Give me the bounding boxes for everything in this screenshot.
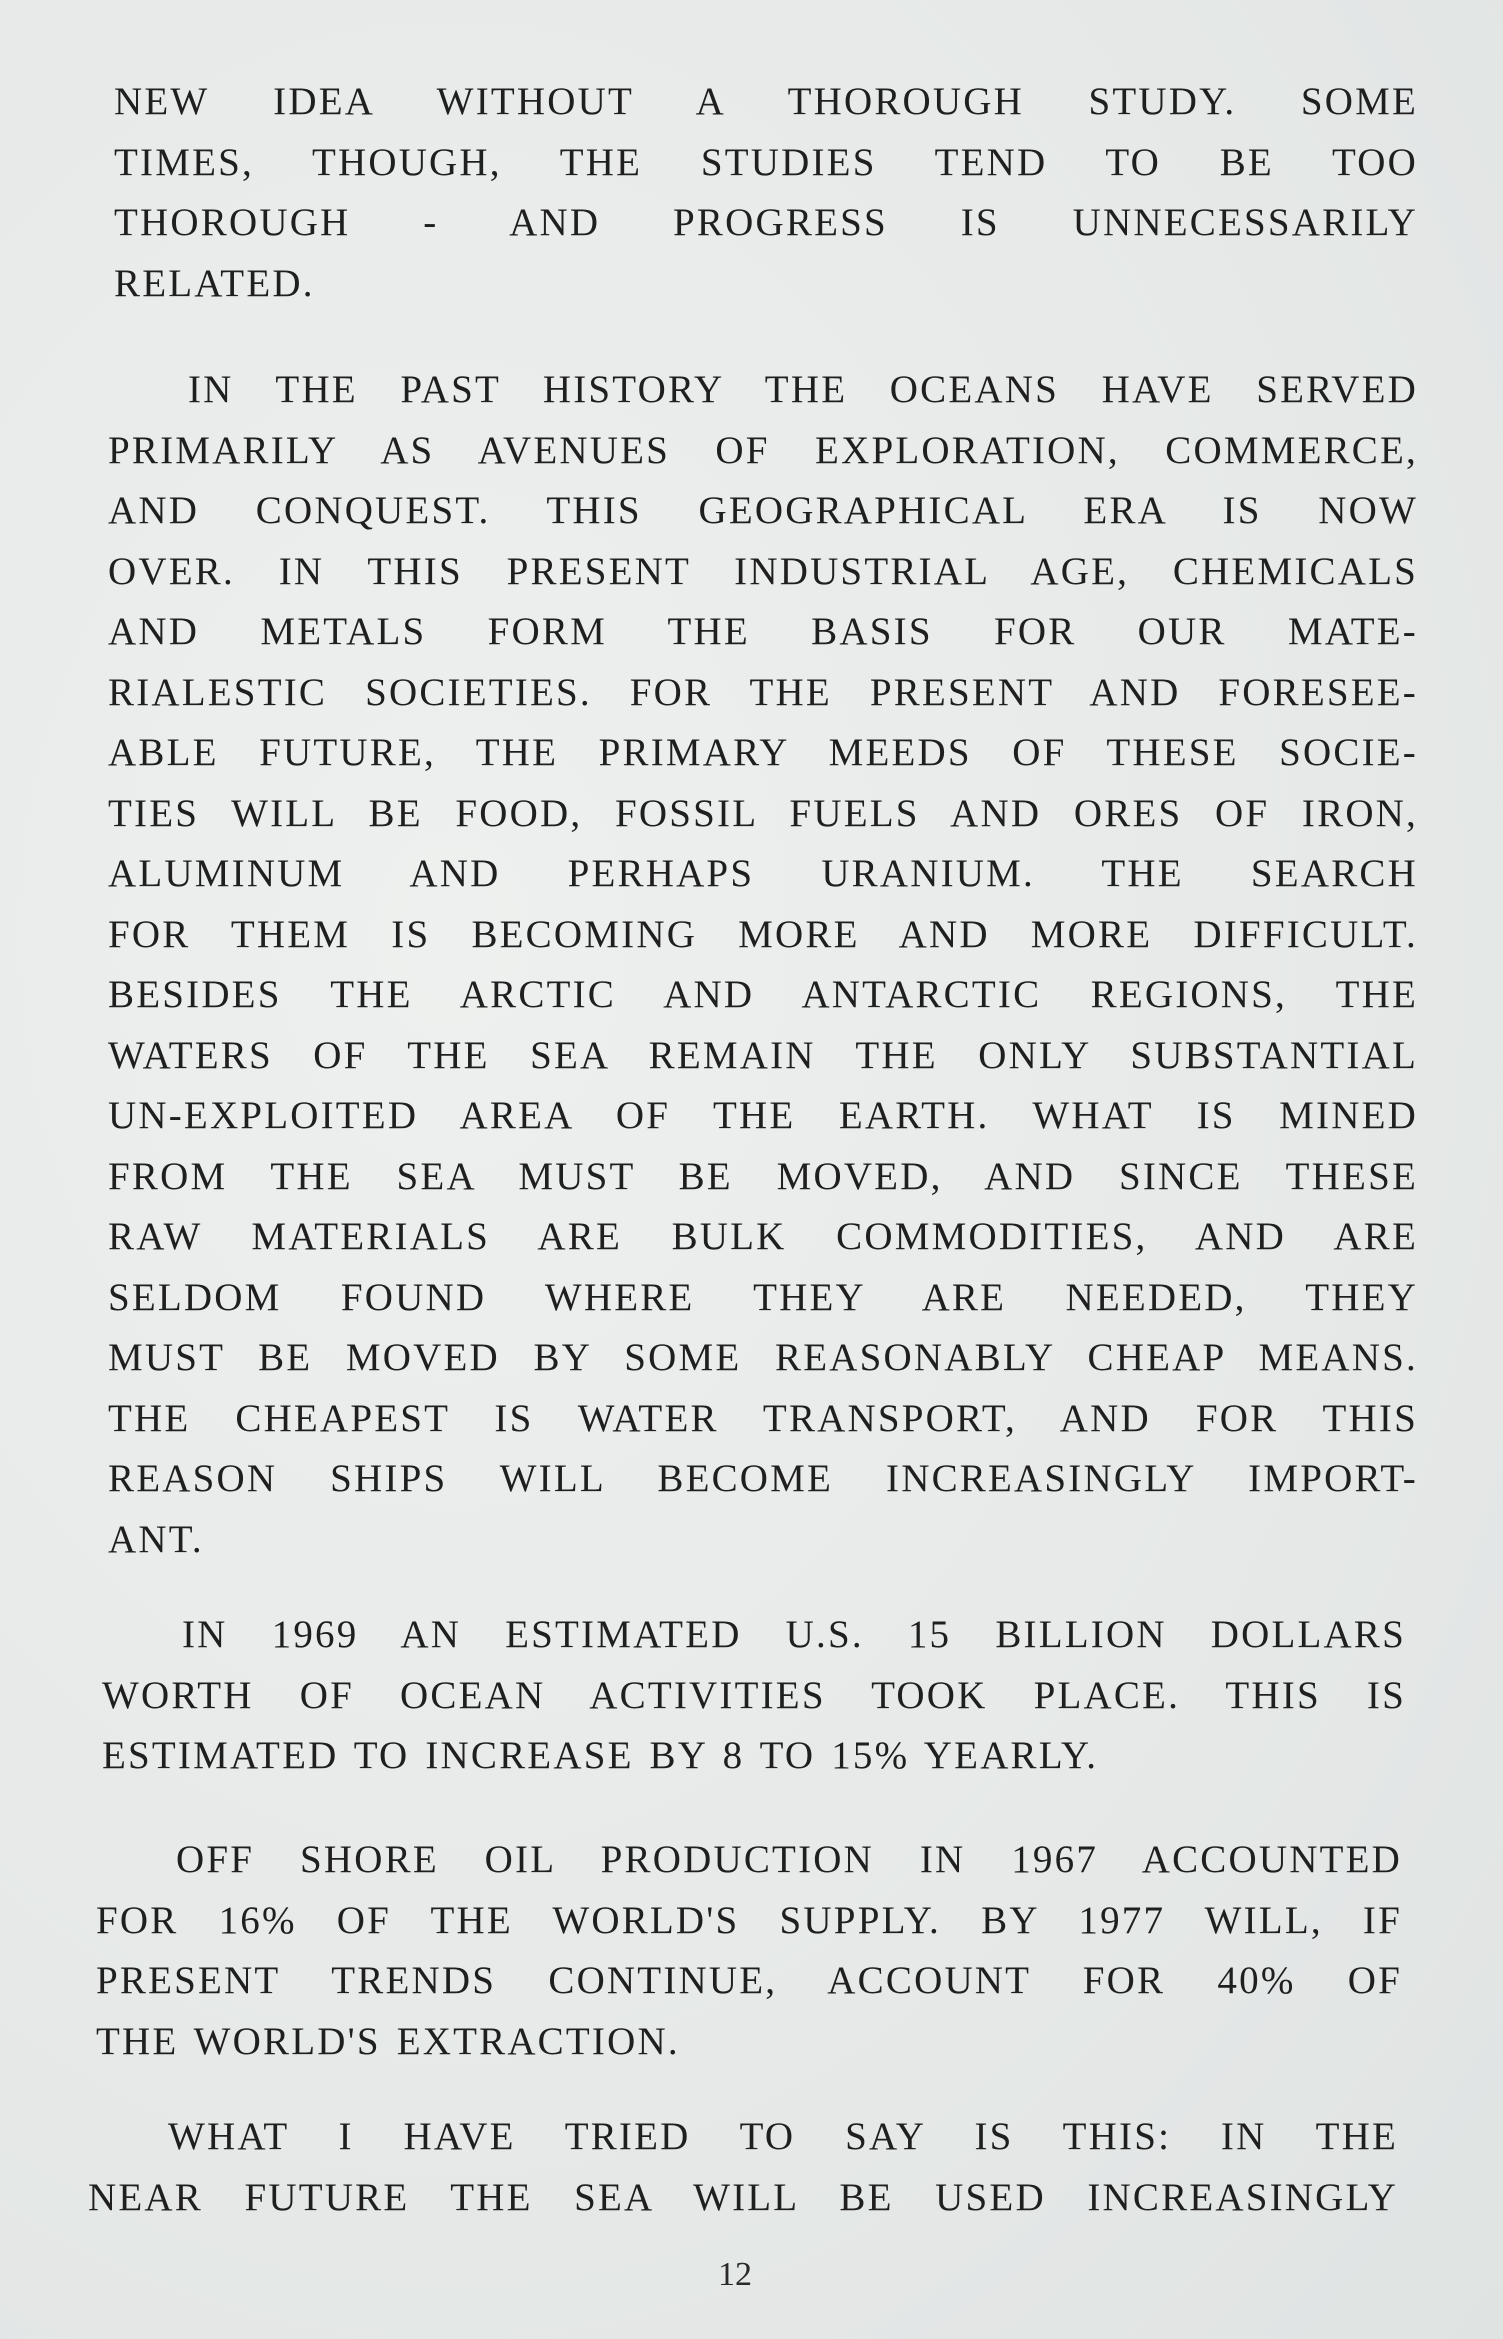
text-line: WORTH OF OCEAN ACTIVITIES TOOK PLACE. THIS IS: [102, 1673, 1406, 1717]
text-line: FOR 16% OF THE WORLD'S SUPPLY. BY 1977 WILL, IF: [96, 1898, 1402, 1942]
text-line: THOROUGH - AND PROGRESS IS UNNECESSARILY: [114, 201, 1418, 244]
text-line: ANT.: [108, 1517, 204, 1561]
text-line: THE CHEAPEST IS WATER TRANSPORT, AND FOR THIS: [108, 1396, 1418, 1440]
text-line: ALUMINUM AND PERHAPS URANIUM. THE SEARCH: [108, 852, 1418, 895]
text-line: IN THE PAST HISTORY THE OCEANS HAVE SERVED: [188, 368, 1418, 411]
text-line: SELDOM FOUND WHERE THEY ARE NEEDED, THEY: [108, 1275, 1418, 1319]
text-line: RELATED.: [114, 261, 315, 305]
text-line: RAW MATERIALS ARE BULK COMMODITIES, AND ARE: [108, 1215, 1418, 1258]
text-line: PRIMARILY AS AVENUES OF EXPLORATION, COMMERCE,: [108, 428, 1418, 472]
text-line: FROM THE SEA MUST BE MOVED, AND SINCE THESE: [108, 1154, 1418, 1198]
text-line: RIALESTIC SOCIETIES. FOR THE PRESENT AND FORESEE-: [108, 670, 1418, 714]
text-line: ESTIMATED TO INCREASE BY 8 TO 15% YEARLY.: [102, 1734, 1099, 1777]
text-line: BESIDES THE ARCTIC AND ANTARCTIC REGIONS, THE: [108, 973, 1418, 1016]
text-line: NEAR FUTURE THE SEA WILL BE USED INCREASINGLY: [88, 2175, 1398, 2219]
text-line: AND CONQUEST. THIS GEOGRAPHICAL ERA IS NOW: [108, 489, 1418, 532]
paragraph-4: [96, 1830, 1402, 2072]
text-line: UN-EXPLOITED AREA OF THE EARTH. WHAT IS MINED: [108, 1094, 1418, 1137]
text-line: WHAT I HAVE TRIED TO SAY IS THIS: IN THE: [168, 2115, 1398, 2158]
text-line: MUST BE MOVED BY SOME REASONABLY CHEAP MEANS.: [108, 1336, 1418, 1379]
text-line: TIMES, THOUGH, THE STUDIES TEND TO BE TOO: [114, 140, 1418, 184]
text-line: AND METALS FORM THE BASIS FOR OUR MATE-: [108, 610, 1418, 653]
text-line: PRESENT TRENDS CONTINUE, ACCOUNT FOR 40% OF: [96, 1959, 1402, 2002]
paragraph-3: [102, 1605, 1406, 1787]
text-line: FOR THEM IS BECOMING MORE AND MORE DIFFICULT.: [108, 912, 1418, 956]
text-line: NEW IDEA WITHOUT A THOROUGH STUDY. SOME: [114, 80, 1418, 123]
page-number: 12: [718, 2256, 752, 2293]
paragraph-2: [108, 360, 1418, 1570]
paragraph-5: [88, 2107, 1398, 2228]
text-line: OVER. IN THIS PRESENT INDUSTRIAL AGE, CHEMICALS: [108, 549, 1418, 593]
text-line: WATERS OF THE SEA REMAIN THE ONLY SUBSTANTIAL: [108, 1033, 1418, 1077]
text-line: OFF SHORE OIL PRODUCTION IN 1967 ACCOUNTED: [176, 1838, 1402, 1881]
text-line: IN 1969 AN ESTIMATED U.S. 15 BILLION DOLLARS: [182, 1613, 1406, 1656]
text-line: REASON SHIPS WILL BECOME INCREASINGLY IMPORT-: [108, 1457, 1418, 1500]
text-line: TIES WILL BE FOOD, FOSSIL FUELS AND ORES OF IRON,: [108, 791, 1418, 835]
paragraph-1: [114, 72, 1418, 314]
text-line: THE WORLD'S EXTRACTION.: [96, 2019, 680, 2063]
text-line: ABLE FUTURE, THE PRIMARY MEEDS OF THESE SOCIE-: [108, 731, 1418, 774]
